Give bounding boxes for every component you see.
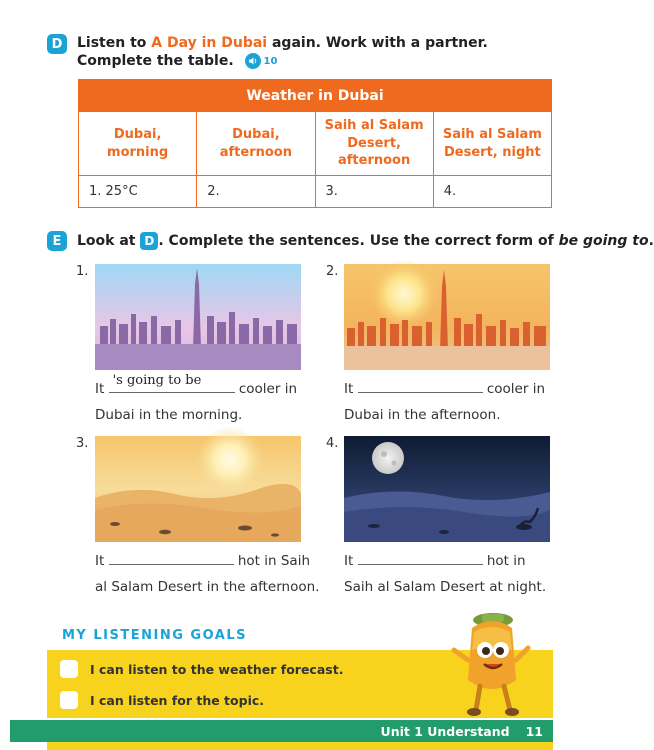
header-line: Desert, night: [444, 144, 541, 160]
goal-text: I can listen to the weather forecast.: [90, 661, 344, 677]
table-cell[interactable]: 1. 25°C: [79, 176, 197, 208]
sentence-text: It: [344, 381, 358, 397]
sentence-text: It: [344, 553, 358, 569]
goal-checkbox[interactable]: [60, 691, 78, 709]
table-title: Weather in Dubai: [79, 80, 552, 112]
table-cell[interactable]: 3.: [315, 176, 433, 208]
instruction-text-part: Look at: [77, 233, 141, 249]
section-d-badge: D: [47, 34, 67, 54]
audio-track[interactable]: [245, 53, 278, 69]
dubai-morning-picture: [95, 264, 301, 370]
weather-table: [78, 79, 552, 208]
section-e-badge: E: [47, 231, 67, 251]
section-d-instruction: [77, 35, 488, 51]
goal-checkbox[interactable]: [60, 660, 78, 678]
sentence-text: It: [95, 381, 109, 397]
desert-afternoon-picture: [95, 436, 301, 542]
story-title: A Day in Dubai: [151, 35, 268, 51]
instruction-text-part: Listen to: [77, 35, 152, 51]
header-line: Saih al Salam: [324, 118, 424, 134]
page-footer: [10, 720, 553, 742]
sentence-text: Dubai in the morning.: [95, 407, 243, 423]
sentence-text: hot in: [482, 553, 526, 569]
instruction-text-part: Complete the table.: [77, 53, 234, 69]
header-line: Dubai,: [113, 126, 162, 142]
table-header: [79, 112, 197, 176]
sentence-4: [344, 548, 584, 600]
goals-title: MY LISTENING GOALS: [62, 628, 247, 643]
sentence-text: Dubai in the afternoon.: [344, 407, 501, 423]
header-line: Dubai,: [232, 126, 280, 142]
instruction-text-part: . Complete the sentences. Use the correct form of: [158, 233, 559, 249]
instruction-text-part: again. Work with a partner.: [267, 35, 488, 51]
item-number: 2.: [326, 264, 339, 279]
answer-blank[interactable]: [109, 373, 235, 393]
item-number: 1.: [76, 264, 89, 279]
section-e-instruction: [77, 232, 654, 250]
sentence-text: cooler in: [482, 381, 546, 397]
dubai-afternoon-picture: [344, 264, 550, 370]
footer-strip: [47, 742, 553, 750]
sentence-2: [344, 376, 584, 428]
filled-answer: 's going to be: [112, 373, 202, 388]
header-line: morning: [107, 144, 169, 160]
section-d-instruction-line2: [77, 53, 277, 69]
table-cell[interactable]: 2.: [197, 176, 315, 208]
sentence-text: cooler in: [234, 381, 298, 397]
item-number: 3.: [76, 436, 89, 451]
table-header: [433, 112, 551, 176]
table-cell[interactable]: 4.: [433, 176, 551, 208]
sentence-3: [95, 548, 335, 600]
goal-text: I can listen for the topic.: [90, 692, 265, 708]
mascot-illustration: [450, 610, 532, 720]
answer-blank[interactable]: [358, 549, 483, 565]
unit-label: Unit 1 Understand: [380, 723, 510, 739]
sentence-text: al Salam Desert in the afternoon.: [95, 579, 320, 595]
sentence-1: [95, 373, 335, 428]
answer-blank[interactable]: [358, 377, 483, 393]
answer-blank[interactable]: [109, 549, 234, 565]
table-header: [315, 112, 433, 176]
header-line: Desert, afternoon: [338, 135, 411, 169]
speaker-icon[interactable]: [245, 53, 261, 69]
instruction-text-part: .: [648, 233, 654, 249]
sentence-text: It: [95, 553, 109, 569]
table-header: [197, 112, 315, 176]
goal-item: [60, 660, 343, 678]
sentence-text: hot in Saih: [233, 553, 311, 569]
sentence-text: Saih al Salam Desert at night.: [344, 579, 547, 595]
audio-track-number: 10: [263, 55, 278, 67]
goal-item: [60, 691, 264, 709]
item-number: 4.: [326, 436, 339, 451]
header-line: afternoon: [219, 144, 292, 160]
header-line: Saih al Salam: [442, 126, 542, 142]
section-ref-badge: D: [140, 232, 158, 250]
grammar-focus: be going to: [558, 233, 649, 249]
page-number: 11: [525, 723, 543, 739]
desert-night-picture: [344, 436, 550, 542]
